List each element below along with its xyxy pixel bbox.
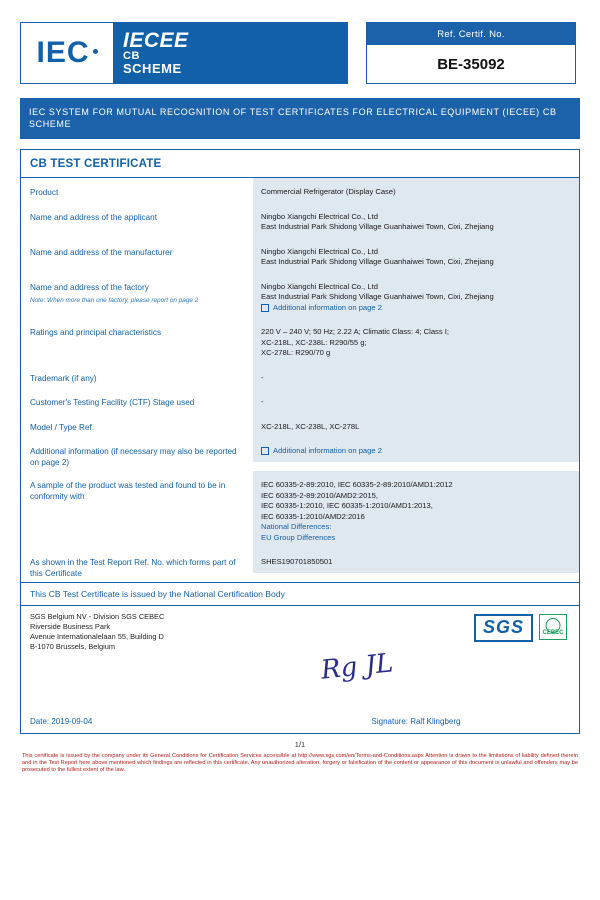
- field-label: Name and address of the factory Note: When more than one factory, please report on page 2: [21, 273, 253, 309]
- page-title: CB TEST CERTIFICATE: [21, 150, 579, 178]
- signatory-label: Signature: Ralf Klingberg: [371, 717, 461, 726]
- reference-value: BE-35092: [437, 55, 505, 73]
- field-row: [21, 203, 579, 238]
- additional-info-label: Additional information on page 2: [273, 446, 382, 455]
- cebec-logo: [539, 614, 567, 640]
- field-value-line: IEC 60335-2-89:2010, IEC 60335-2-89:2010/AMD1:2012: [261, 480, 453, 489]
- cebec-ring-icon: [546, 618, 561, 633]
- field-value-line: Commercial Refrigerator (Display Case): [261, 187, 396, 196]
- field-value-line: East Industrial Park Shidong Village Guanhaiwei Town, Cixi, Zhejiang: [261, 292, 494, 301]
- certificate-header: [20, 22, 580, 84]
- disclaimer-text: This certificate is issued by the company under its General Conditions for Certification Services accessible at http://www.sgs.com/en/Terms-and-Conditions.aspx Attention is drawn to the limitations of liability defined therein and in the Test Report here above mentioned which findings are reflected in this certificate. Any unauthorized alteration, forgery or falsification of the content or appearance of this document is unlawful and offenders may be prosecuted to the fullest extent of the law.: [22, 753, 578, 773]
- iec-logo-dot: [93, 49, 98, 54]
- field-value: [253, 437, 579, 462]
- field-value: [253, 388, 579, 413]
- field-row: [21, 413, 579, 438]
- field-value-line: East Industrial Park Shidong Village Guanhaiwei Town, Cixi, Zhejiang: [261, 222, 494, 231]
- checkbox-icon: [261, 447, 269, 455]
- checkbox-icon: [261, 304, 269, 312]
- field-row: [21, 318, 579, 364]
- field-value-line: SHES190701850501: [261, 557, 333, 566]
- field-value-line: -: [261, 372, 264, 382]
- field-value: [253, 238, 579, 273]
- field-value-line: -: [261, 397, 264, 406]
- field-value-line: Ningbo Xiangchi Electrical Co., Ltd: [261, 211, 378, 221]
- additional-info-label: Additional information on page 2: [273, 302, 382, 312]
- field-value-line: Ningbo Xiangchi Electrical Co., Ltd: [261, 246, 378, 256]
- certifier-logos: [417, 606, 579, 646]
- field-row: [21, 388, 579, 413]
- field-value: [253, 203, 579, 238]
- field-note: Note: When more than one factory, please report on page 2: [30, 296, 199, 304]
- issuer-address-line: SGS Belgium NV - Division SGS CEBEC: [30, 612, 165, 621]
- issue-date: Date: 2019-09-04: [30, 717, 93, 726]
- reference-box: [366, 22, 576, 84]
- issuer-address: [21, 606, 417, 656]
- field-rows: [21, 178, 579, 582]
- field-label: Name and address of the applicant: [30, 212, 157, 222]
- scheme-banner: IEC SYSTEM FOR MUTUAL RECOGNITION OF TEST CERTIFICATES FOR ELECTRICAL EQUIPMENT (IECEE) CB SCHEME: [20, 98, 580, 139]
- sgs-logo: SGS: [474, 614, 533, 642]
- field-value-subvalue: EU Group Differences: [261, 532, 336, 542]
- field-label: Product: [30, 188, 59, 197]
- field-label: Name and address of the manufacturer: [30, 247, 173, 257]
- field-value: [253, 413, 579, 438]
- issued-by-line: This CB Test Certificate is issued by the National Certification Body: [21, 582, 579, 606]
- field-value-line: 220 V – 240 V; 50 Hz; 2.22 A; Climatic Class: 4; Class I;: [261, 327, 449, 336]
- field-value: [253, 471, 579, 548]
- field-value-line: XC-278L: R290/70 g: [261, 348, 331, 357]
- field-label: As shown in the Test Report Ref. No. which forms part of this Certificate: [30, 558, 236, 578]
- additional-info-checkbox[interactable]: [261, 446, 382, 457]
- field-row: [21, 364, 579, 389]
- field-value-line: IEC 60335-1:2010/AMD2:2016: [261, 511, 365, 521]
- logo-box: [20, 22, 348, 84]
- field-row: [21, 273, 579, 319]
- page-number: 1/1: [294, 740, 306, 749]
- iecee-logo-line1: IECEE: [123, 29, 189, 52]
- field-value: [253, 548, 579, 573]
- field-value: [253, 178, 579, 203]
- field-value-subheading: National Differences:: [261, 522, 332, 531]
- certificate-footer-row: [21, 714, 579, 733]
- additional-info-checkbox[interactable]: [261, 303, 382, 314]
- field-label: Model / Type Ref.: [30, 422, 95, 432]
- iecee-logo-line3: SCHEME: [123, 61, 182, 76]
- field-value-line: XC-218L, XC-238L: R290/55 g;: [261, 337, 367, 347]
- field-label: Additional information (if necessary may also be reported on page 2): [30, 447, 237, 467]
- field-value: [253, 364, 579, 389]
- field-value-line: IEC 60335-1:2010, IEC 60335-1:2010/AMD1:2013,: [261, 501, 433, 510]
- iecee-logo: [113, 23, 347, 83]
- field-row: [21, 548, 579, 582]
- field-label: A sample of the product was tested and found to be in conformity with: [30, 481, 226, 501]
- iec-logo-text: IEC: [36, 36, 90, 69]
- issuer-block: [21, 606, 579, 656]
- iec-logo: [21, 23, 113, 83]
- signature-area: [21, 648, 579, 714]
- field-value-line: East Industrial Park Shidong Village Guanhaiwei Town, Cixi, Zhejiang: [261, 257, 494, 266]
- issuer-address-line: B-1070 Brussels, Belgium: [30, 642, 116, 651]
- field-value-line: IEC 60335-2-89:2010/AMD2:2015,: [261, 490, 378, 500]
- field-label: Trademark (if any): [30, 373, 97, 383]
- field-value-line: Ningbo Xiangchi Electrical Co., Ltd: [261, 281, 378, 291]
- field-row: [21, 238, 579, 273]
- field-row: [21, 471, 579, 548]
- cebec-logo-text: CEBEC: [542, 630, 564, 636]
- issuer-address-line: Riverside Business Park: [30, 622, 111, 631]
- field-value: [253, 318, 579, 364]
- field-row: [21, 437, 579, 471]
- issuer-address-line: Avenue Internationalelaan 55, Building D: [30, 632, 164, 641]
- signature-scribble: Rg JL: [319, 648, 395, 686]
- field-label: Customer's Testing Facility (CTF) Stage used: [30, 398, 195, 407]
- field-row: [21, 178, 579, 203]
- reference-label: Ref. Certif. No.: [367, 23, 575, 45]
- certificate-frame: [20, 149, 580, 734]
- iecee-logo-line2: CB: [123, 50, 140, 62]
- field-value-line: XC-218L, XC-238L, XC-278L: [261, 421, 360, 431]
- field-value: [253, 273, 579, 319]
- field-label: Ratings and principal characteristics: [30, 328, 162, 337]
